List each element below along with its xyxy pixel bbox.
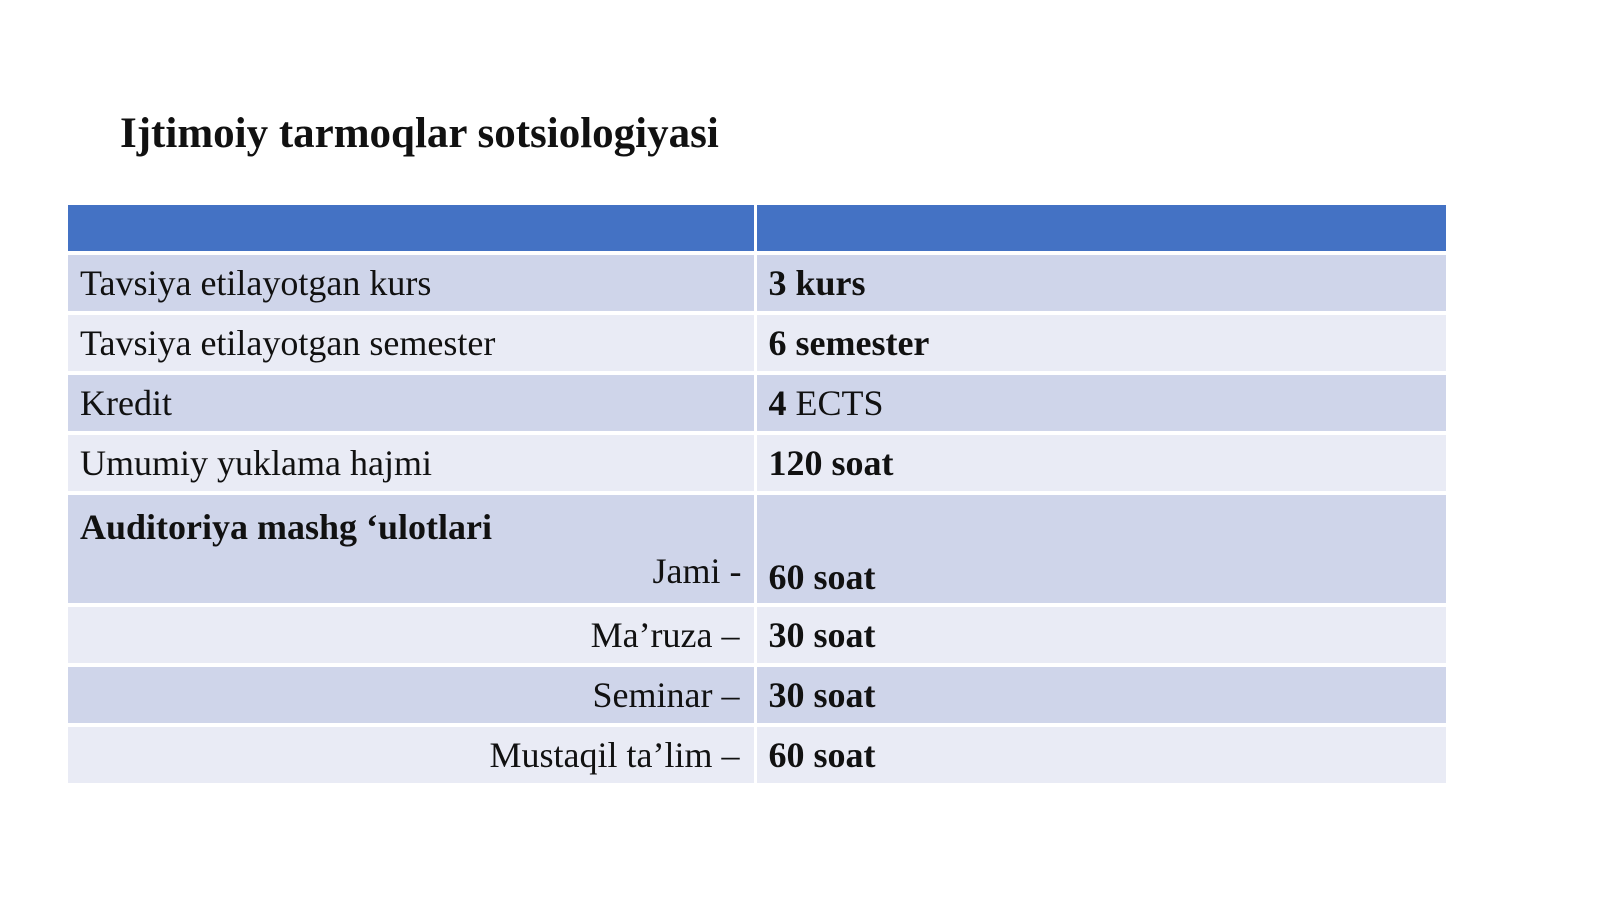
row-value	[755, 665, 1446, 725]
row-value	[755, 725, 1446, 783]
row-value-bold: 3 kurs	[768, 263, 866, 303]
row-value-bold: 60 soat	[768, 735, 876, 775]
table-row	[68, 725, 1446, 783]
table-row	[68, 373, 1446, 433]
row-value-bold: 30 soat	[768, 615, 876, 655]
table-row	[68, 433, 1446, 493]
row-label: Tavsiya etilayotgan kurs	[68, 253, 755, 313]
header-cell-value	[755, 205, 1446, 253]
row-label: Mustaqil ta’lim –	[68, 725, 755, 783]
row-label: Ma’ruza –	[68, 605, 755, 665]
row-value-rest: ECTS	[786, 383, 884, 423]
row-value-bold: 60 soat	[768, 557, 876, 597]
row-label-heading: Auditoriya mashg ‘ulotlari	[80, 507, 493, 547]
row-value-bold: 4	[768, 383, 787, 423]
table-row	[68, 313, 1446, 373]
slide-title: Ijtimoiy tarmoqlar sotsiologiyasi	[120, 110, 719, 157]
row-value	[755, 253, 1446, 313]
row-value-bold: 30 soat	[768, 675, 876, 715]
table-row	[68, 493, 1446, 605]
row-label: Kredit	[68, 373, 755, 433]
table-row	[68, 253, 1446, 313]
table-row	[68, 665, 1446, 725]
header-cell-label	[68, 205, 755, 253]
row-value	[755, 373, 1446, 433]
table-header-row	[68, 205, 1446, 253]
row-label: Seminar –	[68, 665, 755, 725]
row-value	[755, 605, 1446, 665]
row-value	[755, 313, 1446, 373]
row-value-bold: 6 semester	[768, 323, 930, 363]
table-row	[68, 605, 1446, 665]
row-value	[755, 433, 1446, 493]
row-label: Tavsiya etilayotgan semester	[68, 313, 755, 373]
row-value	[755, 493, 1446, 605]
row-label-sub: Jami -	[652, 551, 742, 591]
row-label: Umumiy yuklama hajmi	[68, 433, 755, 493]
course-info-table	[68, 205, 1446, 783]
row-label	[68, 493, 755, 605]
row-value-bold: 120 soat	[768, 443, 894, 483]
